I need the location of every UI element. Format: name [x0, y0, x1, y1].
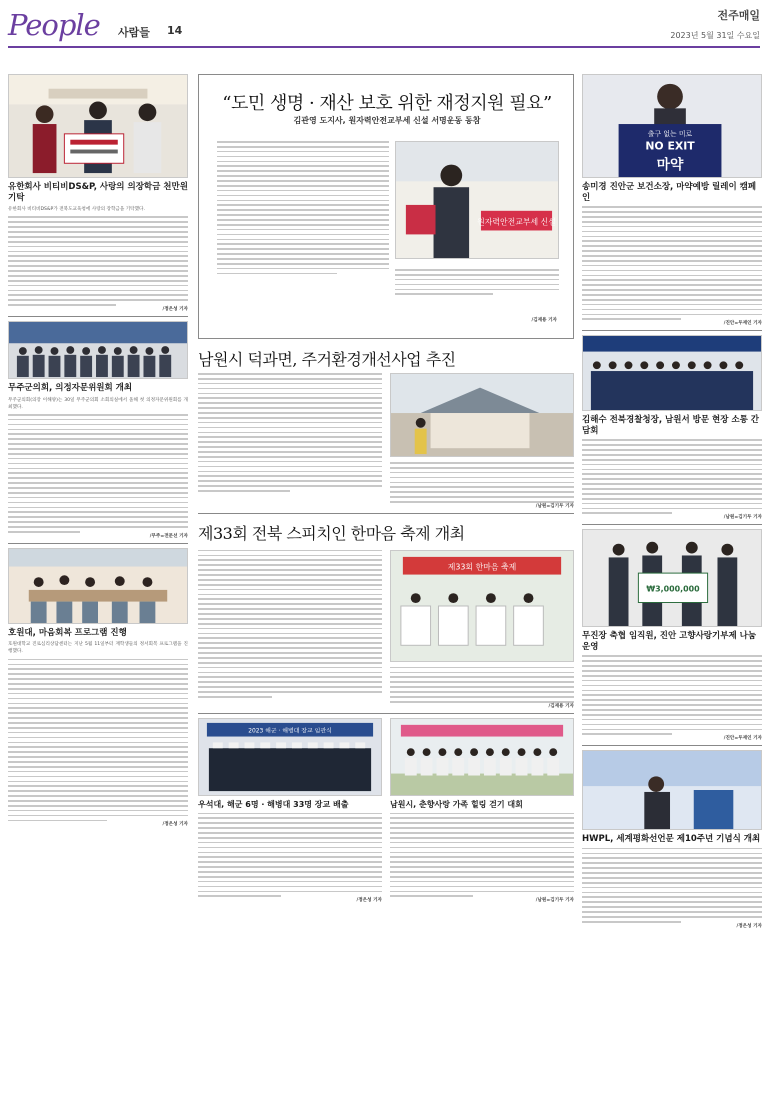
feature-article — [198, 74, 574, 339]
article-body — [8, 216, 188, 305]
article-body — [395, 269, 559, 295]
page-header — [0, 0, 770, 48]
article-title: 남원시 덕과면, 주거환경개선사업 추진 — [198, 350, 456, 369]
newspaper-name: 전주매일 — [717, 9, 760, 22]
article-byline: /남원=김기두 기자 — [723, 515, 762, 521]
article-title: 송미경 진안군 보건소장, 마약예방 릴레이 캠페인 — [582, 182, 757, 203]
divider — [8, 316, 188, 317]
article-title: 무진장 축협 임직원, 진안 고향사랑기부제 나눔 운영 — [582, 631, 757, 652]
article-body — [8, 414, 188, 533]
article-lede: 무주군의회(의장 이해양)는 30일 무주군의회 소회의실에서 올해 첫 의정자문위원회를 개최했다. — [8, 397, 188, 410]
cooperative-photo — [582, 529, 762, 627]
article-title: 남원시, 춘향사랑 가족 힐링 걷기 대회 — [390, 799, 523, 809]
article-byline: /남원=김기두 기자 — [535, 898, 574, 904]
article-byline: /김재용 기자 — [548, 703, 574, 709]
walk-photo — [390, 718, 574, 796]
banner-text: 제33회 한마음 축제 — [447, 562, 517, 572]
festival-photo — [390, 550, 574, 662]
header-divider — [8, 46, 760, 48]
article-body — [582, 206, 762, 320]
check-amount: ₩3,000,000 — [646, 584, 700, 594]
article-body — [390, 667, 574, 703]
article-title: 호원대, 마음회복 프로그램 진행 — [8, 627, 127, 638]
classroom-photo — [8, 548, 188, 624]
article-byline: /진안=두재인 기자 — [723, 736, 762, 742]
divider — [582, 524, 762, 525]
housing-photo — [390, 373, 574, 457]
article-body — [198, 373, 382, 509]
article-body — [390, 813, 574, 898]
article-body — [8, 659, 188, 822]
divider — [8, 543, 188, 544]
article-byline: /정은성 기자 — [162, 822, 188, 828]
article-title: 무주군의회, 의정자문위원회 개최 — [8, 382, 133, 393]
issue-date: 2023년 5월 31일 수요일 — [670, 31, 760, 40]
campaign-photo — [582, 74, 762, 178]
article-body — [582, 439, 762, 514]
article-byline: /진안=두재인 기자 — [723, 321, 762, 327]
sign-text: 마약 — [656, 157, 684, 174]
police-photo — [582, 335, 762, 411]
divider — [198, 713, 574, 714]
article-byline: /정은성 기자 — [162, 306, 188, 312]
article-body — [198, 813, 382, 898]
navy-photo — [198, 718, 382, 796]
article-body — [217, 141, 389, 274]
hwpl-photo — [582, 750, 762, 830]
section-label: 사람들 — [118, 26, 150, 39]
article-body — [390, 462, 574, 503]
left-column — [8, 74, 188, 1091]
sign-text: NO EXIT — [645, 139, 695, 153]
article-byline: /김재용 기자 — [531, 318, 557, 323]
feature-subheadline: 김관영 도지사, 원자력안전교부세 신설 서명운동 동참 — [293, 116, 481, 125]
article-body — [198, 550, 382, 709]
article-title: HWPL, 세계평화선언문 제10주년 기념식 개최 — [582, 834, 761, 845]
divider — [198, 513, 574, 514]
middle-column — [198, 346, 574, 1091]
banner-text: 2023 해군 · 해병대 장교 임관식 — [248, 728, 332, 735]
article-lede: 유한회사 비티비DS&P가 전북도교육청에 사랑의 장학금을 기탁했다. — [8, 207, 145, 213]
article-byline: /정은성 기자 — [736, 923, 762, 929]
article-body — [582, 655, 762, 735]
article-body — [582, 848, 762, 923]
article-title: 제33회 전북 스피치인 한마음 축제 개최 — [198, 523, 465, 543]
article-title: 우석대, 해군 6명 · 해병대 33명 장교 배출 — [198, 799, 349, 809]
feature-headline: “도민 생명 · 재산 보호 위한 재정지원 필요” — [222, 93, 552, 114]
article-byline: /무주=전문선 기자 — [149, 533, 188, 539]
right-column — [582, 74, 762, 1091]
article-title: 유한회사 비티비DS&P, 사랑의 의장학금 천만원 기탁 — [8, 182, 188, 203]
council-photo — [8, 321, 188, 379]
donation-photo — [8, 74, 188, 178]
page-number: 14 — [167, 24, 183, 37]
placard-text: 원자력안전교부세 신설 — [477, 217, 556, 227]
article-byline: /남원=김기두 기자 — [535, 503, 574, 509]
article-lede: 호원대학교 진로심리상담센터는 지난 5월 11일부터 재학생들의 정서회복 프로그램을 진행했다. — [8, 642, 188, 655]
divider — [582, 745, 762, 746]
article-title: 김해수 전북경찰청장, 남원서 방문 현장 소통 간담회 — [582, 415, 759, 436]
section-logo: People — [8, 8, 100, 42]
divider — [582, 330, 762, 331]
sign-text: 출구 없는 미로 — [647, 129, 693, 138]
governor-photo — [395, 141, 559, 259]
article-byline: /정은성 기자 — [356, 898, 382, 904]
